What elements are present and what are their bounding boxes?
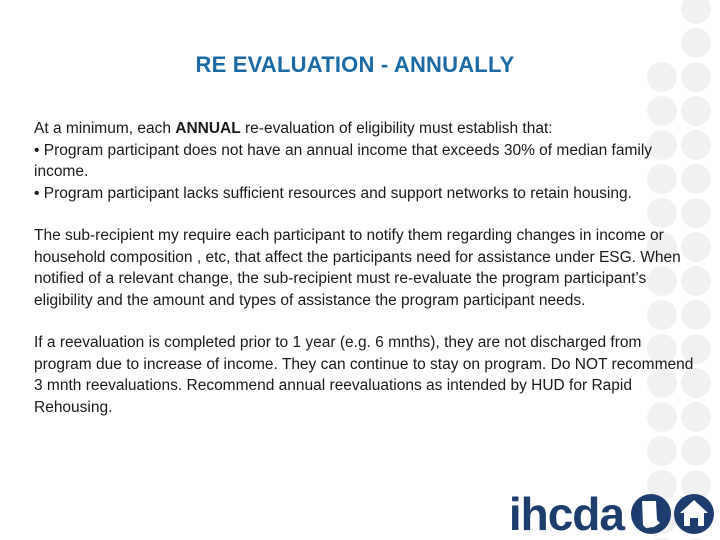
slide-title: RE EVALUATION - ANNUALLY xyxy=(195,52,515,77)
decorative-dot xyxy=(681,0,711,24)
ihcda-logo xyxy=(509,488,716,540)
logo-mark xyxy=(630,491,716,537)
notification-paragraph: The sub-recipient my require each participant to notify them regarding changes in income or household composition , etc, that affect the participants need for assistance under ESG. When notified of a relevant change, the sub-recipient must re-evaluate the program participant’s eligibility and the amount and types of assistance the program participant needs. xyxy=(34,227,681,309)
intro-text-end: re-evaluation of eligibility must establish that: xyxy=(240,120,553,137)
reevaluation-paragraph: If a reevaluation is completed prior to 1 year (e.g. 6 mnths), they are not discharged from program due to increase of income. They can continue to stay on program. Do NOT recommend 3 mnth reevaluations. Recommend annual reevaluations as intended by HUD for Rapid Rehousing. xyxy=(34,334,694,416)
bullet-resources: • Program participant lacks sufficient resources and support networks to retain housing. xyxy=(34,184,632,202)
decorative-dot xyxy=(647,436,677,466)
intro-text: At a minimum, each xyxy=(34,120,176,137)
intro-emphasis: ANNUAL xyxy=(175,120,241,137)
decorative-dot xyxy=(681,436,711,466)
bullet-income: • Program participant does not have an annual income that exceeds 30% of median family income. xyxy=(34,141,653,180)
slide-body xyxy=(34,118,694,418)
logo-text: ihcda xyxy=(508,488,624,540)
intro-line xyxy=(34,118,694,140)
